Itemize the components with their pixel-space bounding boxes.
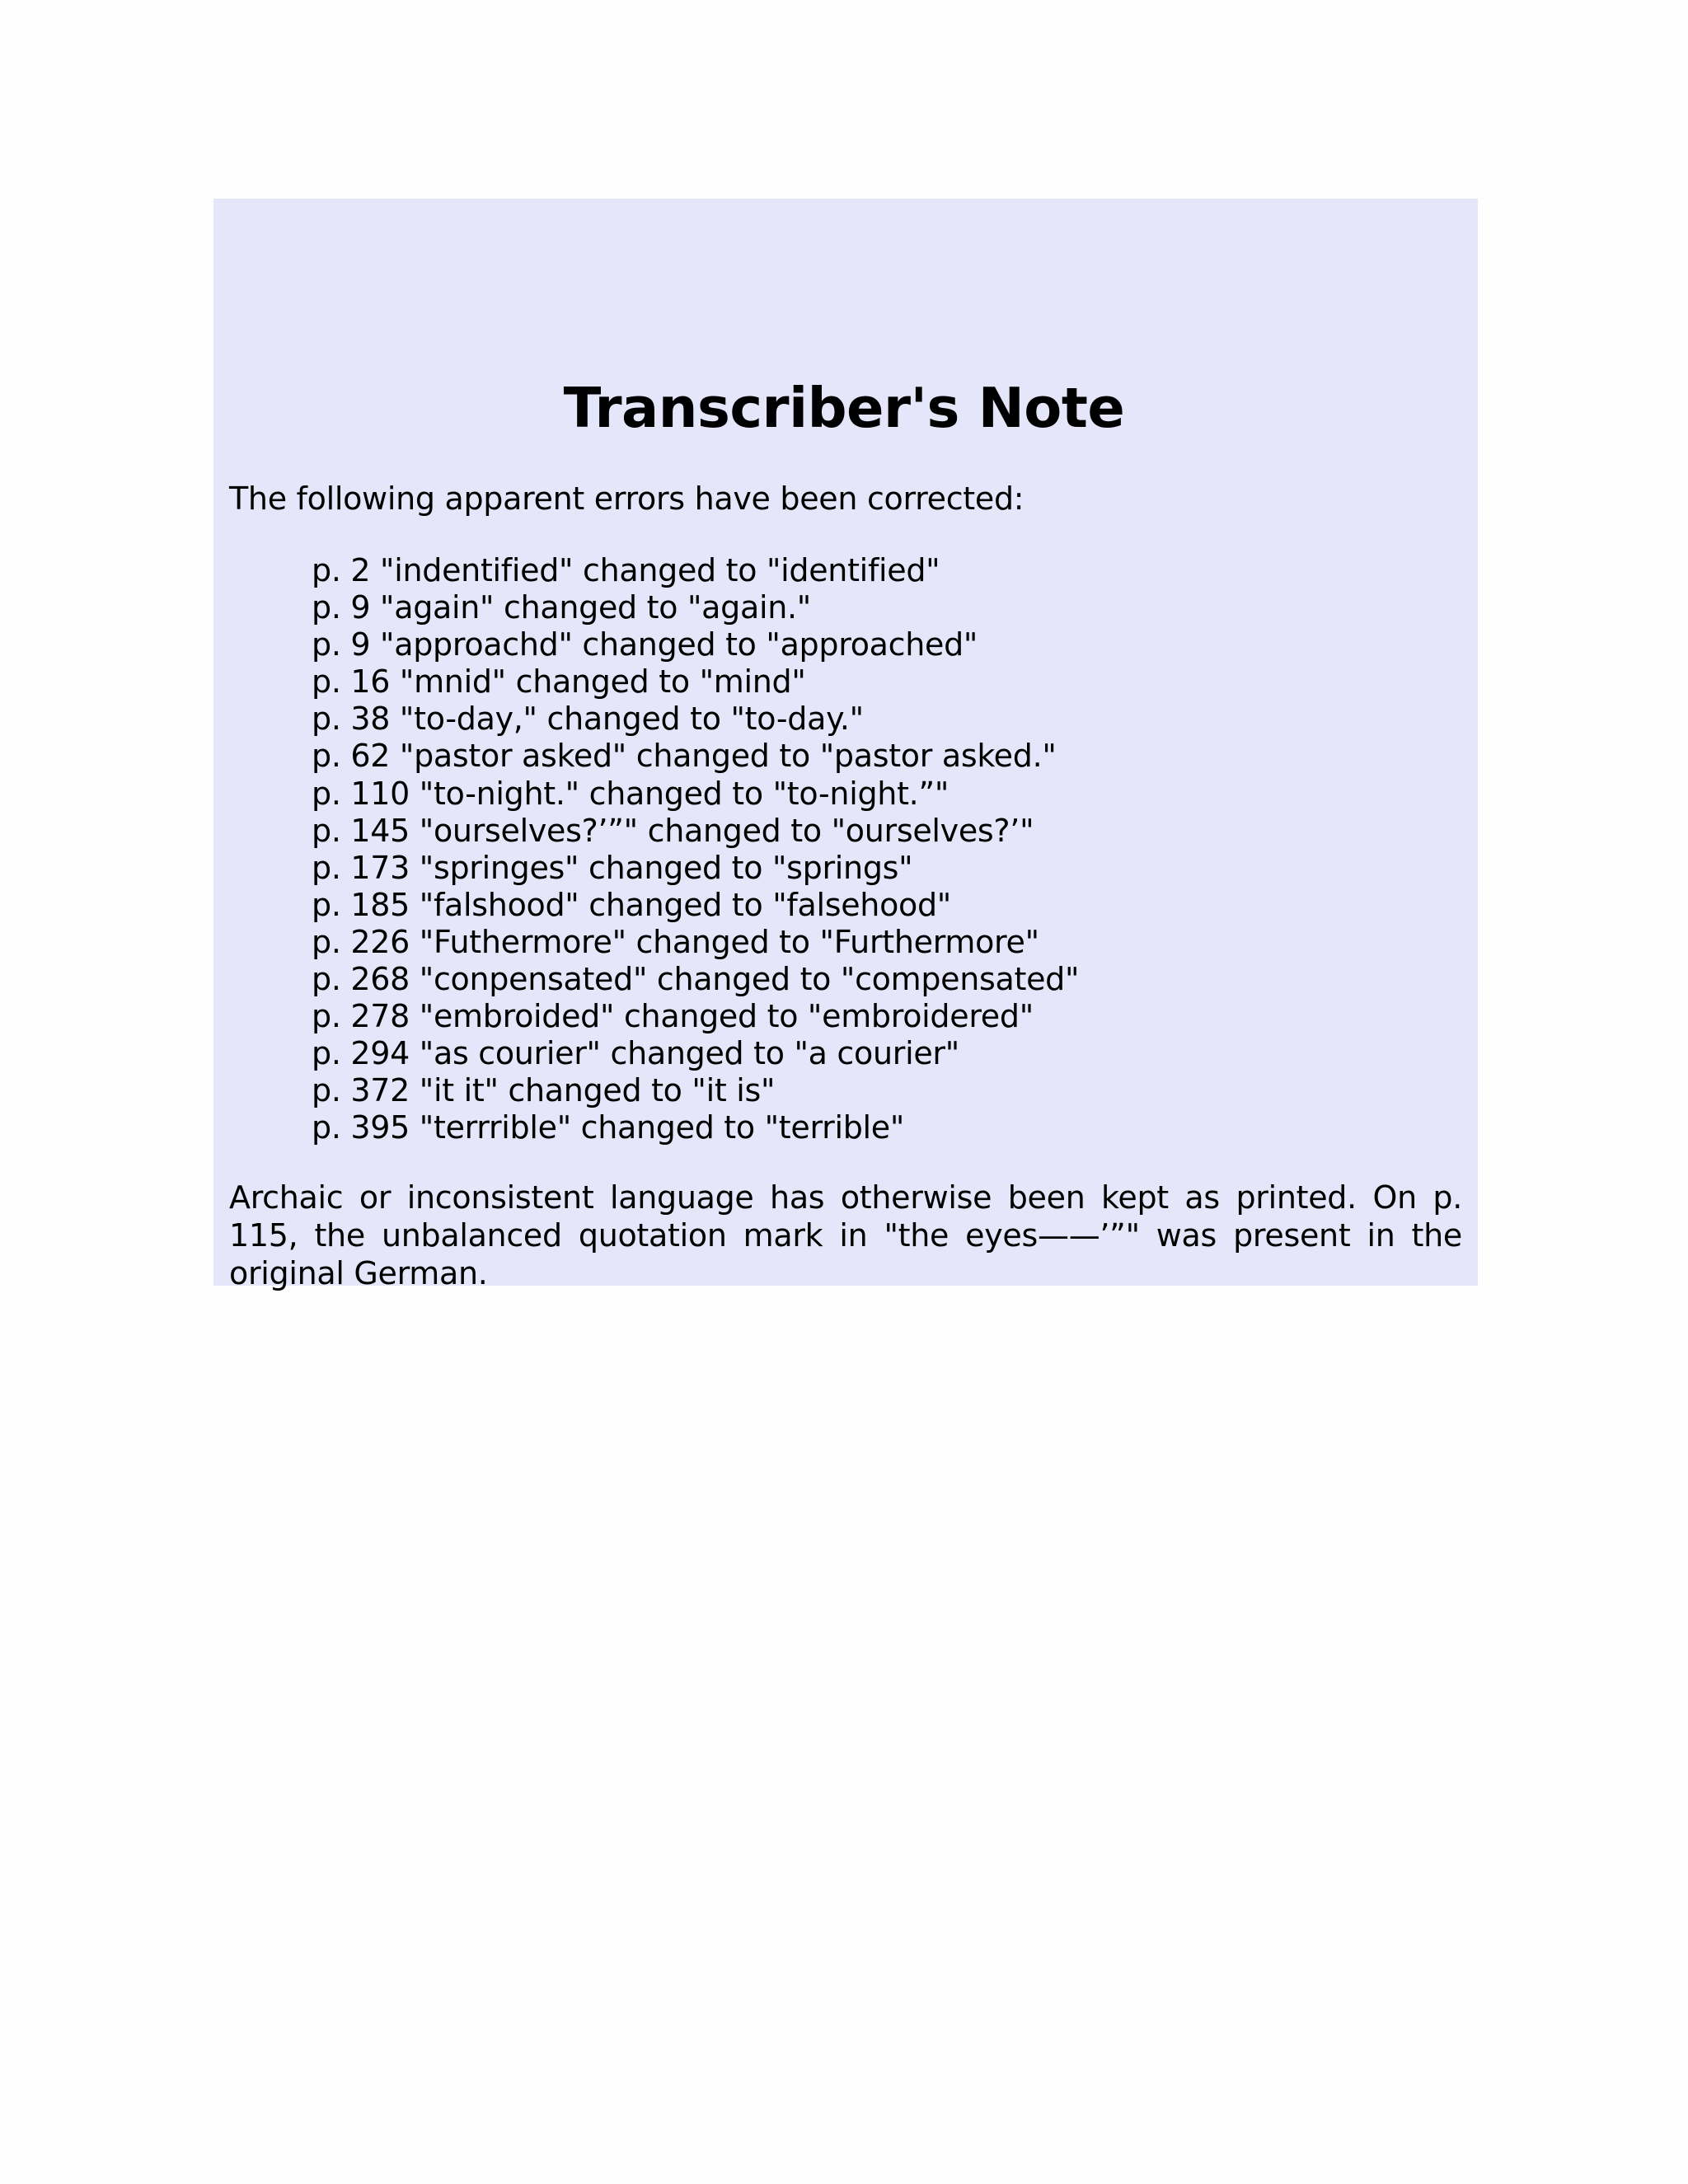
correction-item: p. 145 "ourselves?’”" changed to "ourselves?’" [312,812,1034,849]
correction-item: p. 226 "Futhermore" changed to "Furthermore" [312,923,1039,960]
correction-item: p. 16 "mnid" changed to "mind" [312,663,806,701]
correction-item: p. 372 "it it" changed to "it is" [312,1072,776,1109]
corrections-list [312,552,1079,1147]
correction-item: p. 2 "indentified" changed to "identified" [312,552,940,588]
correction-item: p. 268 "conpensated" changed to "compensated" [312,961,1080,998]
correction-item: p. 9 "approachd" changed to "approached" [312,626,978,663]
correction-item: p. 294 "as courier" changed to "a courier" [312,1035,959,1072]
correction-item: p. 395 "terrrible" changed to "terrible" [312,1109,905,1146]
correction-item: p. 278 "embroided" changed to "embroidered" [312,998,1034,1035]
correction-item: p. 173 "springes" changed to "springs" [312,849,913,886]
note-title: Transcriber's Note [563,376,1125,440]
correction-item: p. 38 "to-day," changed to "to-day." [312,701,864,738]
note-closing-paragraph: Archaic or inconsistent language has otherwise been kept as printed. On p. 115, the unbalanced quotation mark in "the eyes——’”" was present in the original German. [229,1179,1462,1291]
correction-item: p. 62 "pastor asked" changed to "pastor asked." [312,738,1057,775]
correction-item: p. 185 "falshood" changed to "falsehood" [312,886,951,923]
note-intro: The following apparent errors have been corrected: [229,480,1025,517]
correction-item: p. 110 "to-night." changed to "to-night.”" [312,775,950,812]
correction-item: p. 9 "again" changed to "again." [312,589,811,626]
